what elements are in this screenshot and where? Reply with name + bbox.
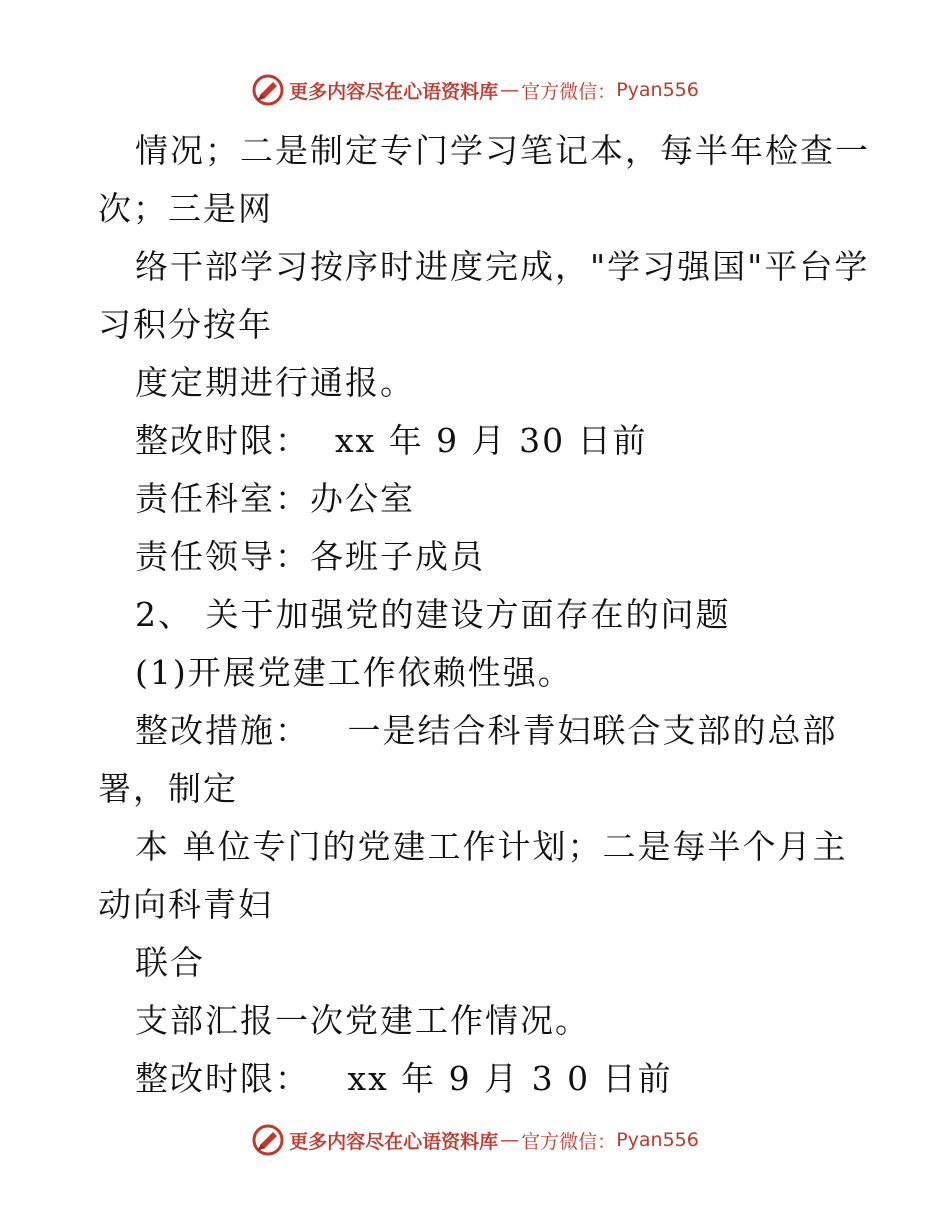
banner-wechat-id: Pyan556	[616, 1129, 699, 1151]
banner-wechat-label: 官方微信：	[521, 80, 617, 103]
deadline-line: 整改时限： xx 年 9 月 30 日前	[135, 421, 648, 460]
body-line: 络干部学习按序时进度完成，"学习强国"平台学	[135, 247, 870, 286]
measures-line: 整改措施： 一是结合科青妇联合支部的总部	[135, 711, 838, 750]
banner-separator: —	[500, 79, 520, 101]
body-line: 动向科青妇	[98, 885, 273, 924]
header-banner	[0, 68, 950, 112]
body-line: 署，制定	[98, 769, 238, 808]
banner-wechat-id: Pyan556	[616, 79, 699, 101]
body-line: 支部汇报一次党建工作情况。	[135, 1001, 590, 1040]
logo-icon	[251, 1123, 285, 1157]
logo-icon	[251, 73, 285, 107]
responsible-dept-line: 责任科室：办公室	[135, 479, 415, 518]
body-line: 联合	[135, 943, 205, 982]
body-line: 习积分按年	[98, 305, 273, 344]
body-line: 次；三是网	[98, 189, 273, 228]
body-line: 本 单位专门的党建工作计划；二是每半个月主	[135, 827, 848, 866]
section-heading: 2、 关于加强党的建设方面存在的问题	[135, 595, 731, 634]
body-line: 情况；二是制定专门学习笔记本，每半年检查一	[135, 131, 870, 170]
body-line: 度定期进行通报。	[135, 363, 415, 402]
banner-separator: —	[500, 1129, 520, 1151]
banner-text: 更多内容尽在心语资料库	[289, 1130, 499, 1153]
responsible-leader-line: 责任领导：各班子成员	[135, 537, 485, 576]
subsection-heading: (1)开展党建工作依赖性强。	[135, 653, 573, 692]
footer-banner	[0, 1118, 950, 1162]
document-body	[98, 122, 868, 1108]
banner-text: 更多内容尽在心语资料库	[289, 80, 499, 103]
banner-wechat-label: 官方微信：	[521, 1130, 617, 1153]
deadline-line: 整改时限： xx 年 9 月 3 0 日前	[135, 1059, 673, 1098]
